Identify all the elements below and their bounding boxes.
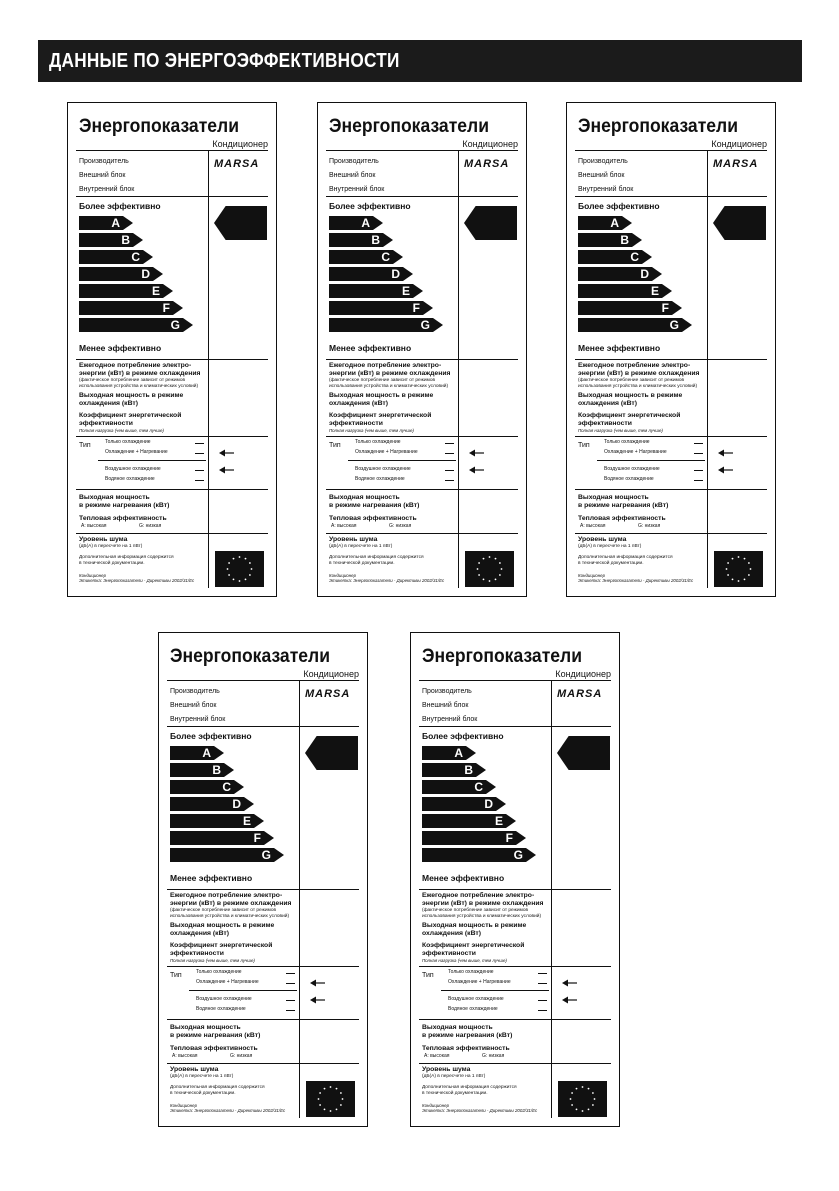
outdoor-unit-label: Внешний блок	[578, 172, 625, 179]
brand-logo: MARSA	[557, 688, 603, 700]
cooling-heating-arrow-icon	[562, 979, 577, 987]
class-bar-c: C	[79, 250, 143, 264]
annual-consumption-label: Ежегодное потребление электро-	[578, 362, 691, 369]
indoor-unit-label: Внутренний блок	[170, 716, 226, 723]
extra-info-label: Дополнительная информация содержится	[422, 1085, 517, 1090]
rating-arrow	[464, 206, 517, 240]
cooling-heating-label: Охлаждение + Нагревание	[355, 449, 418, 455]
footer-line-2: Этикетка: Энергопоказатели - Директивы 2002/31/Ес	[79, 578, 195, 583]
more-efficient-heading: Более эффективно	[329, 201, 411, 211]
air-cooled-label: Воздушное охлаждение	[448, 996, 504, 1002]
heating-output-label: Выходная мощность	[79, 494, 150, 501]
cooling-heating-label: Охлаждение + Нагревание	[604, 449, 667, 455]
class-bar-e: E	[329, 284, 413, 298]
noise-note: (дБ(A) в пересчете на 1 пВт)	[578, 544, 642, 549]
class-bar-c: C	[329, 250, 393, 264]
rating-arrow	[214, 206, 267, 240]
annual-consumption-note: (фактическое потребление зависит от режимов	[79, 378, 186, 383]
energy-label-2: Энергопоказатели Кондиционер Производитель Внешний блок Внутренний блок MARSA Более эффективно A B C D E F G Менее эффективно Ежегодное потребление электро- энергии (кВт) в режиме охлаждения (фактическое потребление зависит от режимов использования устройства и климатических условий) Выходная мощность в режиме охлаждения (кВт) Коэффициент энергетической эффективности Полная нагрузка (чем выше, тем лучше) Тип Только охлаждение Охлаждение + Нагревание Воздушное охлаждение Водяное охлаждение Выходная мощность в режиме нагревания (кВт) Тепловая эффективность A: высокая G: низкая Уровень шума (дБ(A) в пересчете на 1 пВт) Дополнительная информация содержится в технической документации. Кондиционер Этикетка: Энергопоказатели - Директивы 2002/31/Ес	[317, 102, 527, 597]
eu-flag-icon	[558, 1081, 607, 1117]
more-efficient-heading: Более эффективно	[422, 731, 504, 741]
class-bar-d: D	[422, 797, 496, 811]
label-title: Энергопоказатели	[79, 115, 240, 137]
class-bar-g: G	[422, 848, 526, 862]
class-bar-c: C	[422, 780, 486, 794]
water-cooled-label: Водяное охлаждение	[448, 1006, 498, 1012]
manufacturer-label: Производитель	[79, 158, 129, 165]
more-efficient-heading: Более эффективно	[578, 201, 660, 211]
rating-arrow	[305, 736, 358, 770]
eu-flag-icon	[215, 551, 264, 587]
cooling-heating-arrow-icon	[219, 449, 234, 457]
water-cooled-label: Водяное охлаждение	[196, 1006, 246, 1012]
heat-low-label: G: низкая	[389, 523, 412, 529]
type-label: Тип	[578, 442, 590, 449]
rating-arrow	[557, 736, 610, 770]
heat-efficiency-label: Тепловая эффективность	[329, 515, 417, 522]
indoor-unit-label: Внутренний блок	[578, 186, 634, 193]
noise-label: Уровень шума	[422, 1066, 471, 1073]
less-efficient-heading: Менее эффективно	[170, 873, 253, 883]
indoor-unit-label: Внутренний блок	[329, 186, 385, 193]
footer-line-1: Кондиционер	[329, 573, 357, 578]
class-bar-f: F	[422, 831, 516, 845]
eer-label: Коэффициент энергетической	[578, 412, 681, 419]
energy-label-3: Энергопоказатели Кондиционер Производитель Внешний блок Внутренний блок MARSA Более эффективно A B C D E F G Менее эффективно Ежегодное потребление электро- энергии (кВт) в режиме охлаждения (фактическое потребление зависит от режимов использования устройства и климатических условий) Выходная мощность в режиме охлаждения (кВт) Коэффициент энергетической эффективности Полная нагрузка (чем выше, тем лучше) Тип Только охлаждение Охлаждение + Нагревание Воздушное охлаждение Водяное охлаждение Выходная мощность в режиме нагревания (кВт) Тепловая эффективность A: высокая G: низкая Уровень шума (дБ(A) в пересчете на 1 пВт) Дополнительная информация содержится в технической документации. Кондиционер Этикетка: Энергопоказатели - Директивы 2002/31/Ес	[566, 102, 776, 597]
label-subtitle: Кондиционер	[212, 139, 268, 149]
class-bar-a: A	[329, 216, 373, 230]
cooling-heating-arrow-icon	[718, 449, 733, 457]
air-cooled-arrow-icon	[469, 466, 484, 474]
class-bar-d: D	[329, 267, 403, 281]
rating-arrow	[713, 206, 766, 240]
brand-logo: MARSA	[713, 158, 759, 170]
heat-low-label: G: низкая	[230, 1053, 253, 1059]
extra-info-label: Дополнительная информация содержится	[329, 555, 424, 560]
annual-consumption-note: (фактическое потребление зависит от режимов	[578, 378, 685, 383]
annual-consumption-note: (фактическое потребление зависит от режимов	[329, 378, 436, 383]
noise-note: (дБ(A) в пересчете на 1 пВт)	[79, 544, 143, 549]
air-cooled-label: Воздушное охлаждение	[355, 466, 411, 472]
outdoor-unit-label: Внешний блок	[422, 702, 469, 709]
footer-line-1: Кондиционер	[170, 1103, 198, 1108]
eu-flag-icon	[714, 551, 763, 587]
class-bar-e: E	[79, 284, 163, 298]
indoor-unit-label: Внутренний блок	[422, 716, 478, 723]
cooling-output-label: Выходная мощность в режиме	[170, 922, 275, 929]
manufacturer-label: Производитель	[422, 688, 472, 695]
cooling-heating-label: Охлаждение + Нагревание	[105, 449, 168, 455]
heat-high-label: A: высокая	[81, 523, 107, 529]
type-label: Тип	[170, 972, 182, 979]
air-cooled-arrow-icon	[310, 996, 325, 1004]
cooling-only-label: Только охлаждение	[105, 439, 151, 445]
noise-label: Уровень шума	[329, 536, 378, 543]
heat-high-label: A: высокая	[331, 523, 357, 529]
class-bar-a: A	[170, 746, 214, 760]
label-subtitle: Кондиционер	[555, 669, 611, 679]
heating-output-label: Выходная мощность	[578, 494, 649, 501]
label-title: Энергопоказатели	[329, 115, 490, 137]
eer-note: Полная нагрузка (чем выше, тем лучше)	[578, 428, 663, 433]
class-bar-f: F	[170, 831, 264, 845]
cooling-heating-label: Охлаждение + Нагревание	[448, 979, 511, 985]
cooling-output-label: Выходная мощность в режиме	[329, 392, 434, 399]
eer-note: Полная нагрузка (чем выше, тем лучше)	[170, 958, 255, 963]
class-bar-f: F	[79, 301, 173, 315]
section-banner	[38, 40, 802, 82]
less-efficient-heading: Менее эффективно	[329, 343, 412, 353]
extra-info-label: Дополнительная информация содержится	[578, 555, 673, 560]
label-title: Энергопоказатели	[170, 645, 331, 667]
eu-flag-icon	[306, 1081, 355, 1117]
water-cooled-label: Водяное охлаждение	[105, 476, 155, 482]
class-bar-a: A	[79, 216, 123, 230]
brand-logo: MARSA	[214, 158, 260, 170]
annual-consumption-note: (фактическое потребление зависит от режимов	[170, 908, 277, 913]
class-bar-a: A	[578, 216, 622, 230]
heat-high-label: A: высокая	[580, 523, 606, 529]
type-label: Тип	[79, 442, 91, 449]
footer-line-1: Кондиционер	[79, 573, 107, 578]
less-efficient-heading: Менее эффективно	[79, 343, 162, 353]
heat-efficiency-label: Тепловая эффективность	[170, 1045, 258, 1052]
outdoor-unit-label: Внешний блок	[170, 702, 217, 709]
footer-line-1: Кондиционер	[422, 1103, 450, 1108]
class-bar-f: F	[329, 301, 423, 315]
annual-consumption-label: Ежегодное потребление электро-	[329, 362, 442, 369]
extra-info-label: Дополнительная информация содержится	[170, 1085, 265, 1090]
cooling-only-label: Только охлаждение	[604, 439, 650, 445]
heat-efficiency-label: Тепловая эффективность	[422, 1045, 510, 1052]
heat-efficiency-label: Тепловая эффективность	[79, 515, 167, 522]
air-cooled-arrow-icon	[562, 996, 577, 1004]
eer-note: Полная нагрузка (чем выше, тем лучше)	[79, 428, 164, 433]
energy-label-1: Энергопоказатели Кондиционер Производитель Внешний блок Внутренний блок MARSA Более эффективно A B C D E F G Менее эффективно Ежегодное потребление электро- энергии (кВт) в режиме охлаждения (фактическое потребление зависит от режимов использования устройства и климатических условий) Выходная мощность в режиме охлаждения (кВт) Коэффициент энергетической эффективности Полная нагрузка (чем выше, тем лучше) Тип Только охлаждение Охлаждение + Нагревание Воздушное охлаждение Водяное охлаждение Выходная мощность в режиме нагревания (кВт) Тепловая эффективность A: высокая G: низкая Уровень шума (дБ(A) в пересчете на 1 пВт) Дополнительная информация содержится в технической документации. Кондиционер Этикетка: Энергопоказатели - Директивы 2002/31/Ес	[67, 102, 277, 597]
more-efficient-heading: Более эффективно	[79, 201, 161, 211]
water-cooled-label: Водяное охлаждение	[355, 476, 405, 482]
manufacturer-label: Производитель	[170, 688, 220, 695]
eer-label: Коэффициент энергетической	[79, 412, 182, 419]
class-bar-e: E	[170, 814, 254, 828]
class-bar-b: B	[422, 763, 476, 777]
eer-label: Коэффициент энергетической	[329, 412, 432, 419]
noise-label: Уровень шума	[578, 536, 627, 543]
label-subtitle: Кондиционер	[303, 669, 359, 679]
cooling-only-label: Только охлаждение	[196, 969, 242, 975]
footer-line-2: Этикетка: Энергопоказатели - Директивы 2002/31/Ес	[578, 578, 694, 583]
brand-logo: MARSA	[305, 688, 351, 700]
annual-consumption-label: Ежегодное потребление электро-	[422, 892, 535, 899]
eer-note: Полная нагрузка (чем выше, тем лучше)	[329, 428, 414, 433]
noise-note: (дБ(A) в пересчете на 1 пВт)	[422, 1074, 486, 1079]
cooling-output-label: Выходная мощность в режиме	[422, 922, 527, 929]
heat-high-label: A: высокая	[424, 1053, 450, 1059]
heat-low-label: G: низкая	[139, 523, 162, 529]
extra-info-label: Дополнительная информация содержится	[79, 555, 174, 560]
class-bar-c: C	[170, 780, 234, 794]
class-bar-a: A	[422, 746, 466, 760]
label-subtitle: Кондиционер	[711, 139, 767, 149]
heat-low-label: G: низкая	[638, 523, 661, 529]
class-bar-d: D	[79, 267, 153, 281]
footer-line-2: Этикетка: Энергопоказатели - Директивы 2002/31/Ес	[170, 1108, 286, 1113]
air-cooled-label: Воздушное охлаждение	[604, 466, 660, 472]
class-bar-b: B	[329, 233, 383, 247]
eer-note: Полная нагрузка (чем выше, тем лучше)	[422, 958, 507, 963]
noise-note: (дБ(A) в пересчете на 1 пВт)	[329, 544, 393, 549]
annual-consumption-note: (фактическое потребление зависит от режимов	[422, 908, 529, 913]
heat-efficiency-label: Тепловая эффективность	[578, 515, 666, 522]
noise-label: Уровень шума	[79, 536, 128, 543]
class-bar-b: B	[170, 763, 224, 777]
heating-output-label: Выходная мощность	[422, 1024, 493, 1031]
class-bar-d: D	[578, 267, 652, 281]
class-bar-g: G	[329, 318, 433, 332]
noise-label: Уровень шума	[170, 1066, 219, 1073]
air-cooled-arrow-icon	[219, 466, 234, 474]
footer-line-1: Кондиционер	[578, 573, 606, 578]
type-label: Тип	[422, 972, 434, 979]
manufacturer-label: Производитель	[578, 158, 628, 165]
label-subtitle: Кондиционер	[462, 139, 518, 149]
cooling-heating-label: Охлаждение + Нагревание	[196, 979, 259, 985]
label-title: Энергопоказатели	[578, 115, 739, 137]
class-bar-g: G	[170, 848, 274, 862]
footer-line-2: Этикетка: Энергопоказатели - Директивы 2002/31/Ес	[422, 1108, 538, 1113]
more-efficient-heading: Более эффективно	[170, 731, 252, 741]
footer-line-2: Этикетка: Энергопоказатели - Директивы 2002/31/Ес	[329, 578, 445, 583]
energy-label-4: Энергопоказатели Кондиционер Производитель Внешний блок Внутренний блок MARSA Более эффективно A B C D E F G Менее эффективно Ежегодное потребление электро- энергии (кВт) в режиме охлаждения (фактическое потребление зависит от режимов использования устройства и климатических условий) Выходная мощность в режиме охлаждения (кВт) Коэффициент энергетической эффективности Полная нагрузка (чем выше, тем лучше) Тип Только охлаждение Охлаждение + Нагревание Воздушное охлаждение Водяное охлаждение Выходная мощность в режиме нагревания (кВт) Тепловая эффективность A: высокая G: низкая Уровень шума (дБ(A) в пересчете на 1 пВт) Дополнительная информация содержится в технической документации. Кондиционер Этикетка: Энергопоказатели - Директивы 2002/31/Ес	[158, 632, 368, 1127]
air-cooled-label: Воздушное охлаждение	[196, 996, 252, 1002]
water-cooled-label: Водяное охлаждение	[604, 476, 654, 482]
class-bar-b: B	[578, 233, 632, 247]
annual-consumption-label: Ежегодное потребление электро-	[79, 362, 192, 369]
brand-logo: MARSA	[464, 158, 510, 170]
energy-label-5: Энергопоказатели Кондиционер Производитель Внешний блок Внутренний блок MARSA Более эффективно A B C D E F G Менее эффективно Ежегодное потребление электро- энергии (кВт) в режиме охлаждения (фактическое потребление зависит от режимов использования устройства и климатических условий) Выходная мощность в режиме охлаждения (кВт) Коэффициент энергетической эффективности Полная нагрузка (чем выше, тем лучше) Тип Только охлаждение Охлаждение + Нагревание Воздушное охлаждение Водяное охлаждение Выходная мощность в режиме нагревания (кВт) Тепловая эффективность A: высокая G: низкая Уровень шума (дБ(A) в пересчете на 1 пВт) Дополнительная информация содержится в технической документации. Кондиционер Этикетка: Энергопоказатели - Директивы 2002/31/Ес	[410, 632, 620, 1127]
outdoor-unit-label: Внешний блок	[79, 172, 126, 179]
class-bar-e: E	[578, 284, 662, 298]
manufacturer-label: Производитель	[329, 158, 379, 165]
eu-flag-icon	[465, 551, 514, 587]
air-cooled-label: Воздушное охлаждение	[105, 466, 161, 472]
label-title: Энергопоказатели	[422, 645, 583, 667]
heat-high-label: A: высокая	[172, 1053, 198, 1059]
class-bar-c: C	[578, 250, 642, 264]
class-bar-e: E	[422, 814, 506, 828]
class-bar-g: G	[578, 318, 682, 332]
eer-label: Коэффициент энергетической	[422, 942, 525, 949]
cooling-only-label: Только охлаждение	[355, 439, 401, 445]
class-bar-f: F	[578, 301, 672, 315]
cooling-only-label: Только охлаждение	[448, 969, 494, 975]
eer-label: Коэффициент энергетической	[170, 942, 273, 949]
class-bar-d: D	[170, 797, 244, 811]
cooling-heating-arrow-icon	[469, 449, 484, 457]
annual-consumption-label: Ежегодное потребление электро-	[170, 892, 283, 899]
indoor-unit-label: Внутренний блок	[79, 186, 135, 193]
class-bar-g: G	[79, 318, 183, 332]
noise-note: (дБ(A) в пересчете на 1 пВт)	[170, 1074, 234, 1079]
air-cooled-arrow-icon	[718, 466, 733, 474]
heating-output-label: Выходная мощность	[170, 1024, 241, 1031]
class-bar-b: B	[79, 233, 133, 247]
heat-low-label: G: низкая	[482, 1053, 505, 1059]
cooling-output-label: Выходная мощность в режиме	[578, 392, 683, 399]
cooling-heating-arrow-icon	[310, 979, 325, 987]
less-efficient-heading: Менее эффективно	[578, 343, 661, 353]
cooling-output-label: Выходная мощность в режиме	[79, 392, 184, 399]
less-efficient-heading: Менее эффективно	[422, 873, 505, 883]
outdoor-unit-label: Внешний блок	[329, 172, 376, 179]
section-heading: ДАННЫЕ ПО ЭНЕРГОЭФФЕКТИВНОСТИ	[49, 50, 400, 72]
type-label: Тип	[329, 442, 341, 449]
heating-output-label: Выходная мощность	[329, 494, 400, 501]
